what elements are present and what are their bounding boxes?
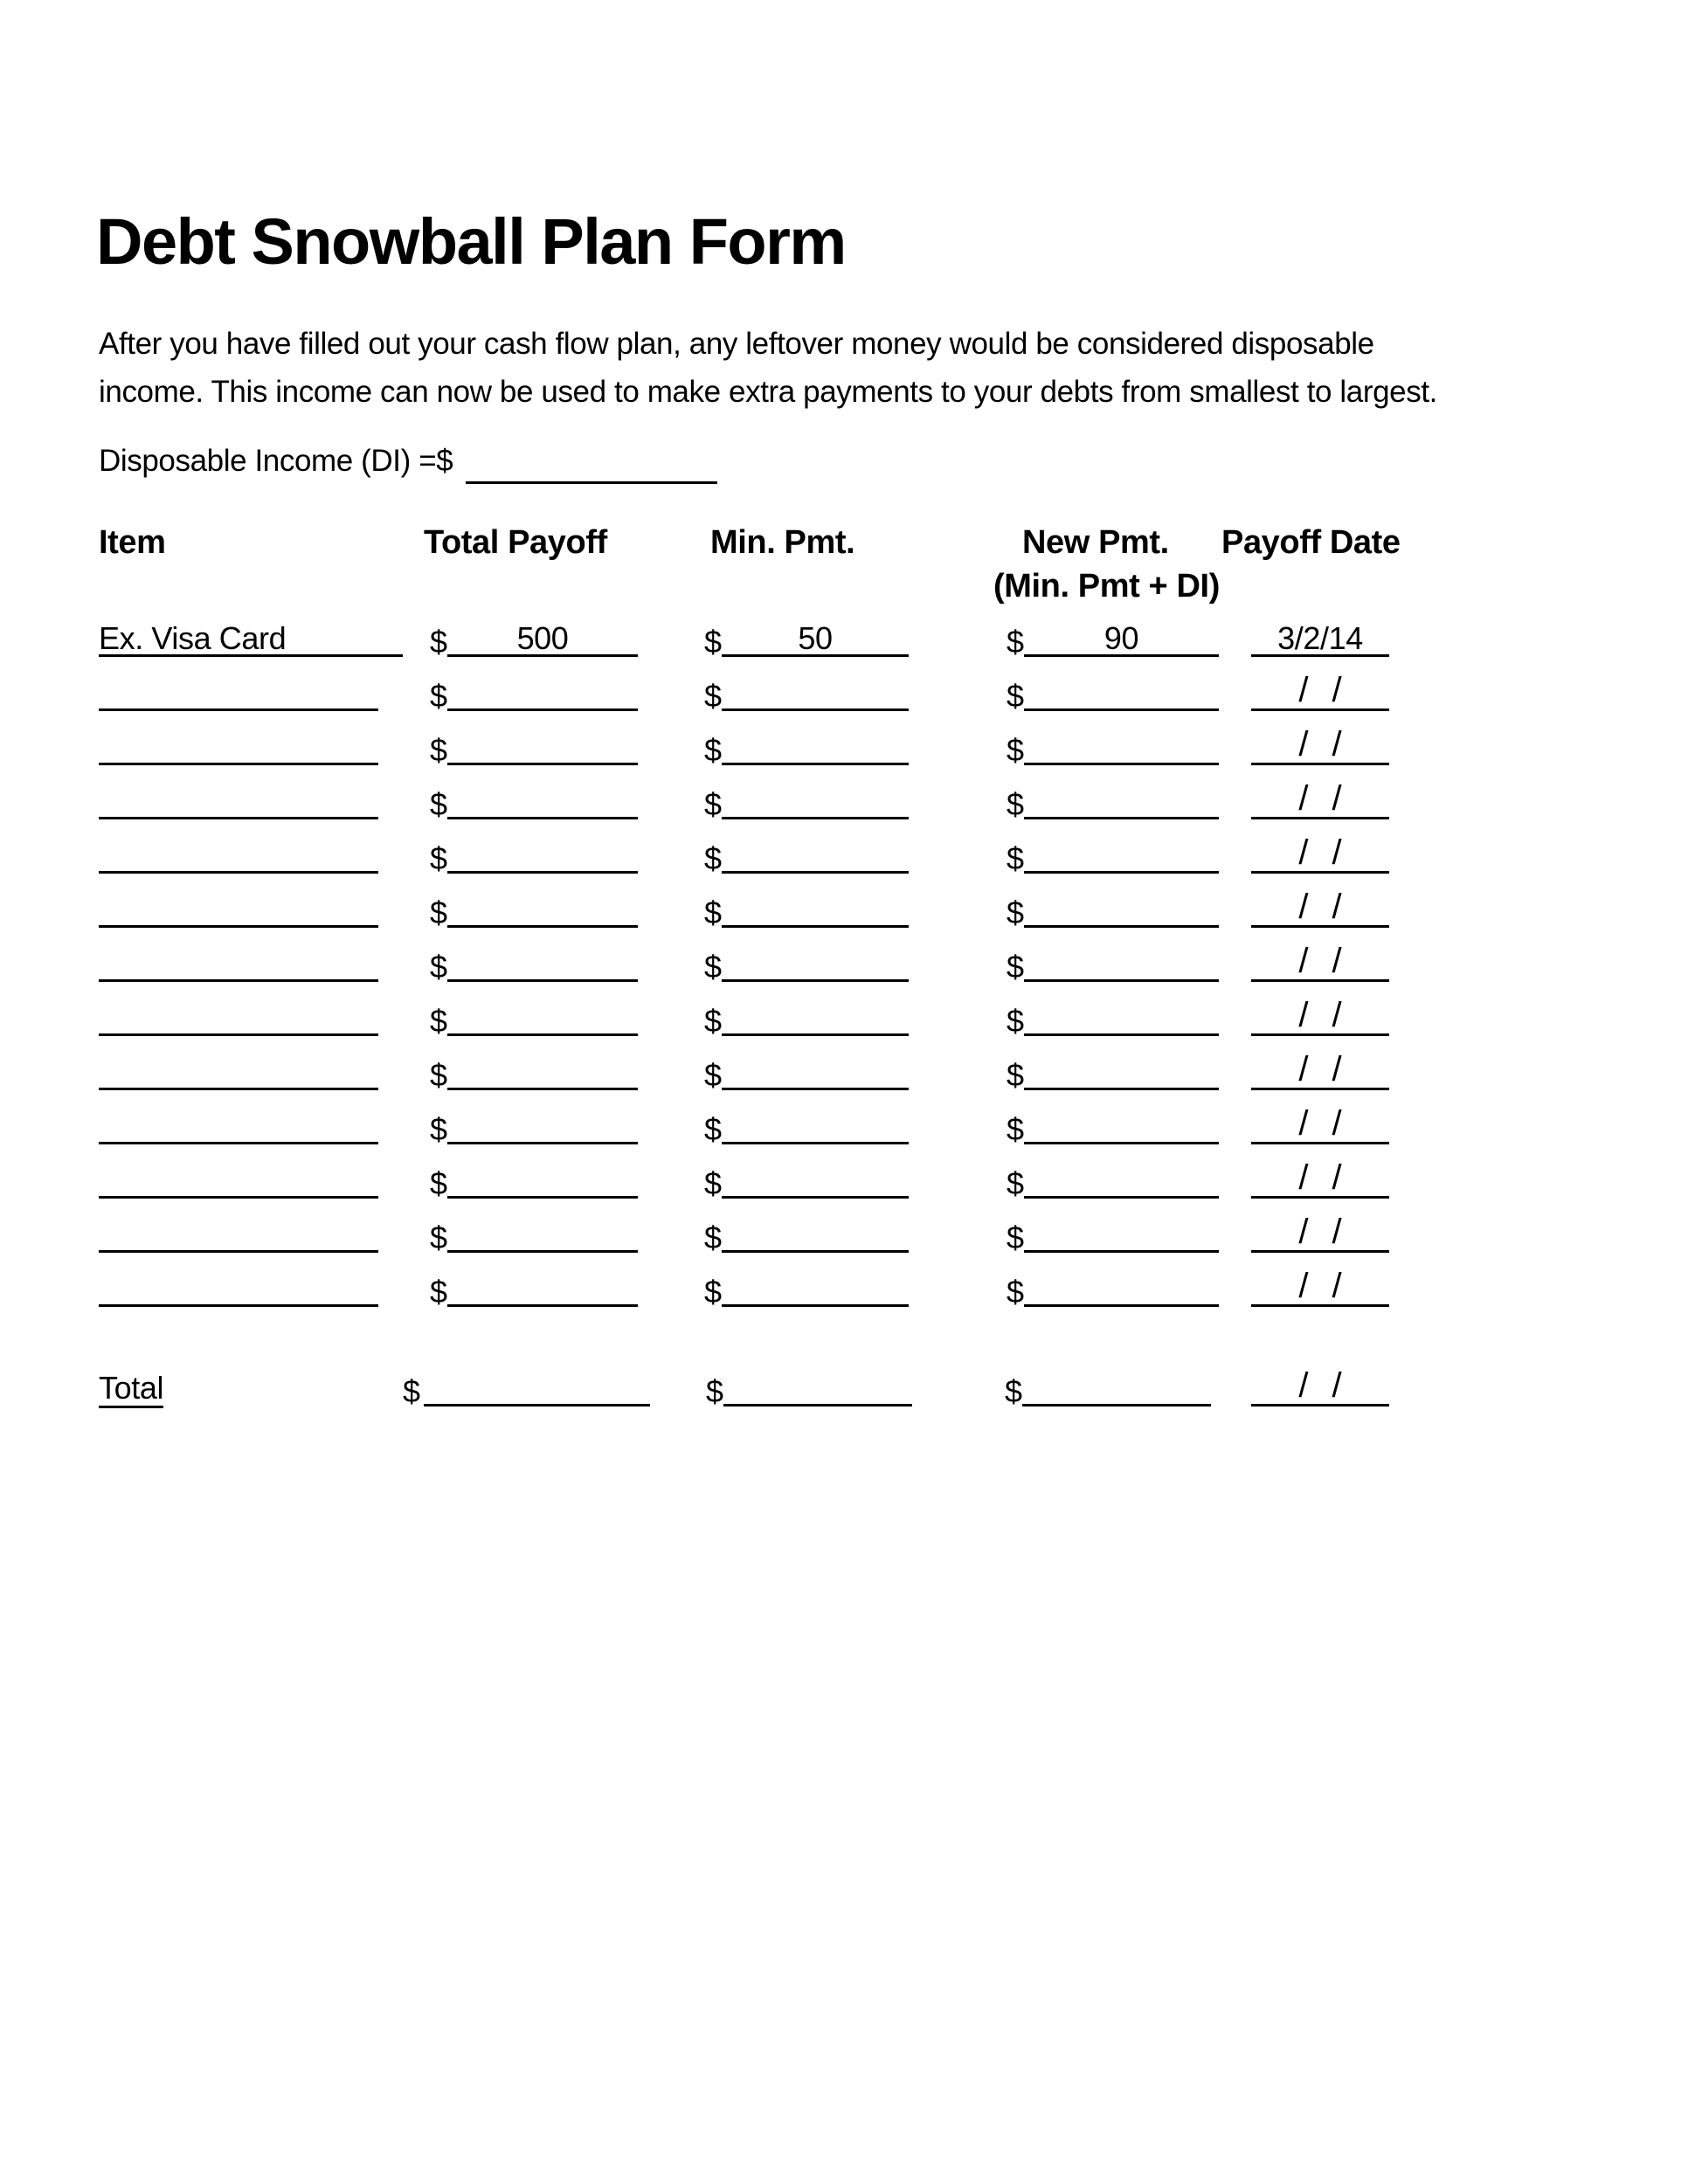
dollar-sign: $	[430, 949, 447, 985]
dollar-sign: $	[430, 1274, 447, 1310]
total-new-pmt-field[interactable]	[1022, 1367, 1211, 1406]
dollar-sign: $	[704, 949, 722, 985]
total-payoff-field[interactable]	[447, 780, 638, 819]
total-payoff-field[interactable]	[447, 943, 638, 982]
payoff-date-field[interactable]	[1251, 997, 1389, 1036]
min-pmt-field[interactable]	[722, 834, 909, 874]
example-row	[0, 603, 1688, 660]
total-total-payoff-field[interactable]	[424, 1367, 650, 1406]
dollar-sign: $	[704, 624, 722, 660]
dollar-sign: $	[430, 895, 447, 930]
item-field[interactable]	[99, 726, 378, 765]
new-pmt-field[interactable]	[1024, 1268, 1219, 1307]
date-slashes: / /	[1298, 1104, 1342, 1143]
new-pmt-field[interactable]	[1024, 1105, 1219, 1144]
total-payoff-field[interactable]	[447, 1213, 638, 1253]
dollar-sign: $	[430, 1220, 447, 1255]
payoff-date-field[interactable]	[1251, 780, 1389, 819]
total-min-pmt-field[interactable]	[723, 1367, 912, 1406]
item-field[interactable]	[99, 1159, 378, 1199]
dollar-sign: $	[430, 732, 447, 768]
date-slashes: / /	[1298, 1267, 1342, 1305]
date-slashes: / /	[1298, 942, 1342, 980]
item-field[interactable]	[99, 1268, 378, 1307]
total-payoff-field[interactable]	[447, 1268, 638, 1307]
table-row	[0, 765, 1688, 822]
min-pmt-field[interactable]	[722, 997, 909, 1036]
min-pmt-field[interactable]	[722, 1268, 909, 1307]
dollar-sign: $	[1005, 1373, 1022, 1409]
example-min-pmt-value: 50	[798, 620, 833, 657]
dollar-sign: $	[704, 678, 722, 714]
dollar-sign: $	[430, 1057, 447, 1093]
min-pmt-field[interactable]	[722, 1159, 909, 1199]
dollar-sign: $	[430, 1165, 447, 1201]
header-new-pmt-subtitle: (Min. Pmt + DI)	[993, 568, 1220, 605]
total-payoff-field[interactable]	[447, 1051, 638, 1090]
date-slashes: / /	[1298, 1366, 1342, 1405]
item-field[interactable]	[99, 888, 378, 928]
new-pmt-field[interactable]	[1024, 943, 1219, 982]
table-row	[0, 1144, 1688, 1199]
table-body	[0, 603, 1688, 1409]
dollar-sign: $	[1007, 1057, 1024, 1093]
dollar-sign: $	[1007, 786, 1024, 822]
table-row	[0, 874, 1688, 928]
dollar-sign: $	[704, 732, 722, 768]
payoff-date-field[interactable]	[1251, 1105, 1389, 1144]
header-new-pmt: New Pmt.	[1022, 524, 1169, 561]
date-slashes: / /	[1298, 725, 1342, 764]
min-pmt-field[interactable]	[722, 780, 909, 819]
table-row	[0, 1036, 1688, 1093]
payoff-date-field[interactable]	[1251, 1159, 1389, 1199]
total-label: Total	[99, 1370, 163, 1408]
example-new-pmt-value: 90	[1103, 620, 1139, 657]
date-slashes: / /	[1298, 996, 1342, 1034]
dollar-sign: $	[430, 1111, 447, 1147]
new-pmt-field[interactable]	[1024, 1051, 1219, 1090]
dollar-sign: $	[1007, 895, 1024, 930]
date-slashes: / /	[1298, 1158, 1342, 1197]
date-slashes: / /	[1298, 671, 1342, 709]
dollar-sign: $	[1007, 1220, 1024, 1255]
new-pmt-field[interactable]	[1024, 780, 1219, 819]
new-pmt-field[interactable]	[1024, 1213, 1219, 1253]
total-payoff-field[interactable]	[447, 834, 638, 874]
total-payoff-field[interactable]	[447, 726, 638, 765]
total-row	[0, 1352, 1688, 1409]
dollar-sign: $	[1007, 1003, 1024, 1039]
min-pmt-field[interactable]	[722, 1051, 909, 1090]
dollar-sign: $	[1007, 949, 1024, 985]
min-pmt-field[interactable]	[722, 943, 909, 982]
dollar-sign: $	[704, 1057, 722, 1093]
disposable-income-field[interactable]	[466, 481, 717, 484]
payoff-date-field[interactable]	[1251, 1051, 1389, 1090]
payoff-date-field[interactable]	[1251, 943, 1389, 982]
dollar-sign: $	[430, 840, 447, 876]
dollar-sign: $	[704, 1111, 722, 1147]
item-field[interactable]	[99, 997, 378, 1036]
payoff-date-field[interactable]	[1251, 1213, 1389, 1253]
header-min-pmt: Min. Pmt.	[710, 524, 855, 561]
item-field[interactable]	[99, 834, 378, 874]
disposable-income-label: Disposable Income (DI) =$	[99, 444, 453, 478]
item-field[interactable]	[99, 1051, 378, 1090]
payoff-date-field[interactable]	[1251, 888, 1389, 928]
dollar-sign: $	[1007, 840, 1024, 876]
dollar-sign: $	[704, 1003, 722, 1039]
min-pmt-field[interactable]	[722, 888, 909, 928]
dollar-sign: $	[1007, 1111, 1024, 1147]
min-pmt-field[interactable]	[722, 726, 909, 765]
table-row	[0, 711, 1688, 768]
total-payoff-field[interactable]	[447, 1159, 638, 1199]
header-total-payoff: Total Payoff	[424, 524, 607, 561]
blank-rows-container	[0, 657, 1688, 1310]
total-payoff-field[interactable]	[447, 672, 638, 711]
dollar-sign: $	[1007, 624, 1024, 660]
new-pmt-field[interactable]	[1024, 1159, 1219, 1199]
dollar-sign: $	[704, 786, 722, 822]
dollar-sign: $	[706, 1373, 723, 1409]
new-pmt-field[interactable]	[1024, 888, 1219, 928]
item-field[interactable]	[99, 943, 378, 982]
dollar-sign: $	[704, 1165, 722, 1201]
date-slashes: / /	[1298, 888, 1342, 926]
item-field[interactable]	[99, 1213, 378, 1253]
min-pmt-field[interactable]	[722, 1105, 909, 1144]
table-row	[0, 1199, 1688, 1253]
new-pmt-field[interactable]	[1024, 997, 1219, 1036]
date-slashes: / /	[1298, 779, 1342, 818]
dollar-sign: $	[430, 678, 447, 714]
dollar-sign: $	[403, 1373, 420, 1409]
total-payoff-date-field[interactable]	[1251, 1367, 1389, 1406]
item-field[interactable]	[99, 1105, 378, 1144]
payoff-date-field[interactable]	[1251, 1268, 1389, 1307]
date-slashes: / /	[1298, 1050, 1342, 1089]
dollar-sign: $	[1007, 1274, 1024, 1310]
table-row	[0, 657, 1688, 714]
header-payoff-date: Payoff Date	[1221, 524, 1401, 561]
date-slashes: / /	[1298, 833, 1342, 872]
dollar-sign: $	[1007, 1165, 1024, 1201]
header-item: Item	[99, 524, 166, 561]
dollar-sign: $	[704, 1220, 722, 1255]
example-total-payoff-value: 500	[516, 620, 569, 657]
intro-paragraph	[99, 320, 1437, 416]
dollar-sign: $	[430, 1003, 447, 1039]
dollar-sign: $	[704, 1274, 722, 1310]
min-pmt-field[interactable]	[722, 672, 909, 711]
total-payoff-field[interactable]	[447, 997, 638, 1036]
total-payoff-field[interactable]	[447, 1105, 638, 1144]
min-pmt-field[interactable]	[722, 1213, 909, 1253]
example-item-value: Ex. Visa Card	[99, 620, 287, 657]
new-pmt-field[interactable]	[1024, 672, 1219, 711]
dollar-sign: $	[704, 895, 722, 930]
dollar-sign: $	[1007, 732, 1024, 768]
intro-line-2: income. This income can now be used to make extra payments to your debts from smallest to largest.	[99, 375, 1437, 409]
dollar-sign: $	[704, 840, 722, 876]
item-field[interactable]	[99, 672, 378, 711]
dollar-sign: $	[430, 624, 447, 660]
dollar-sign: $	[430, 786, 447, 822]
table-row	[0, 1090, 1688, 1147]
table-row	[0, 928, 1688, 985]
table-row	[0, 982, 1688, 1039]
total-payoff-field[interactable]	[447, 888, 638, 928]
new-pmt-field[interactable]	[1024, 834, 1219, 874]
disposable-income-row	[99, 444, 453, 479]
new-pmt-field[interactable]	[1024, 726, 1219, 765]
page-title: Debt Snowball Plan Form	[96, 205, 846, 278]
table-row	[0, 1253, 1688, 1310]
payoff-date-field[interactable]	[1251, 726, 1389, 765]
table-row	[0, 819, 1688, 874]
dollar-sign: $	[1007, 678, 1024, 714]
payoff-date-field[interactable]	[1251, 672, 1389, 711]
payoff-date-field[interactable]	[1251, 834, 1389, 874]
example-payoff-date-value: 3/2/14	[1277, 620, 1363, 657]
item-field[interactable]	[99, 780, 378, 819]
intro-line-1: After you have filled out your cash flow plan, any leftover money would be considered disposable	[99, 327, 1374, 361]
date-slashes: / /	[1298, 1213, 1342, 1251]
